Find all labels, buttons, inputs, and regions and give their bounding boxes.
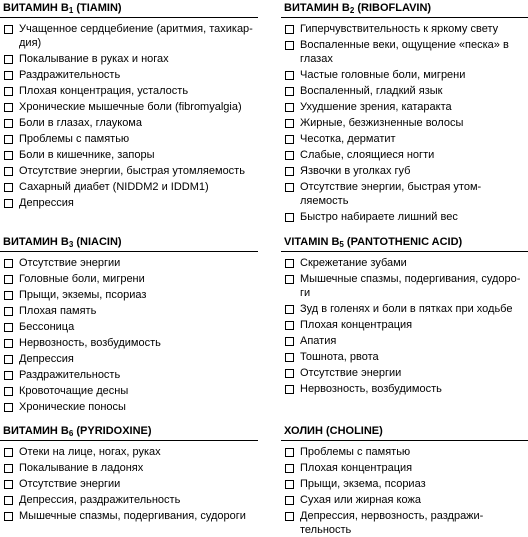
checkbox[interactable] bbox=[4, 71, 13, 80]
checklist-item bbox=[0, 162, 258, 178]
section-title bbox=[0, 425, 258, 441]
checklist-item-label: Нервозность, возбудимость bbox=[19, 336, 161, 349]
checkbox[interactable] bbox=[4, 403, 13, 412]
checklist-item-label: Сахарный диабет (NIDDM2 и IDDM1) bbox=[19, 181, 209, 193]
checkbox[interactable] bbox=[4, 512, 13, 521]
section-title-subscript: 5 bbox=[339, 240, 344, 249]
checklist-item bbox=[0, 254, 258, 270]
checklist-item-label: Сухая или жирная кожа bbox=[300, 493, 421, 506]
checklist-item-label: Скрежетание зубами bbox=[300, 256, 407, 269]
section-title-subscript: 6 bbox=[68, 429, 74, 438]
checklist-item-label: Слабые, слоящиеся ногти bbox=[300, 149, 435, 161]
checklist-item bbox=[0, 270, 258, 286]
checklist-item bbox=[0, 98, 258, 114]
checklist-item bbox=[0, 366, 258, 382]
checkbox[interactable] bbox=[285, 321, 294, 330]
checkbox[interactable] bbox=[4, 87, 13, 96]
checkbox[interactable] bbox=[4, 55, 13, 64]
checklist bbox=[0, 441, 258, 523]
checklist-item-label: Чесотка, дерматит bbox=[300, 133, 396, 145]
checklist-item bbox=[0, 398, 258, 414]
section-title-text: ВИТАМИН B bbox=[3, 236, 69, 248]
section-title-subscript: 2 bbox=[349, 6, 355, 15]
checklist-item bbox=[0, 146, 258, 162]
checkbox[interactable] bbox=[4, 448, 13, 457]
checklist-item bbox=[281, 459, 528, 475]
checklist-item-label: Мышечные спазмы, подергивания, судоро- ги bbox=[300, 272, 521, 299]
checklist-item bbox=[281, 507, 528, 537]
checklist-item-label: Плохая концентрация bbox=[300, 461, 413, 474]
section-title bbox=[281, 2, 528, 18]
checklist-item bbox=[281, 162, 528, 178]
checkbox[interactable] bbox=[4, 307, 13, 316]
checkbox[interactable] bbox=[285, 213, 294, 222]
checkbox[interactable] bbox=[285, 87, 294, 96]
checklist-item-label: Учащенное сердцебиение (аритмия, тахикар- дия) bbox=[19, 22, 253, 49]
checklist-item-label: Депрессия, раздражительность bbox=[19, 493, 181, 506]
checklist-item bbox=[281, 475, 528, 491]
checkbox[interactable] bbox=[4, 355, 13, 364]
checkbox[interactable] bbox=[285, 353, 294, 362]
checklist-item-label: Покалывание в ладонях bbox=[19, 461, 144, 474]
checklist-item-label: Проблемы с памятью bbox=[19, 133, 130, 145]
checklist-item-label: Воспаленный, гладкий язык bbox=[300, 85, 443, 97]
checklist-item bbox=[281, 66, 528, 82]
checklist-item bbox=[281, 178, 528, 208]
checklist-item-label: Отсутствие энергии bbox=[19, 477, 121, 490]
checkbox[interactable] bbox=[285, 496, 294, 505]
checkbox[interactable] bbox=[285, 151, 294, 160]
section-title-suffix: (NIACIN) bbox=[73, 236, 122, 248]
checklist-item-label: Быстро набираете лишний вес bbox=[300, 211, 458, 224]
checklist-item bbox=[281, 98, 528, 114]
section-vitamin-b6 bbox=[0, 425, 258, 523]
checklist-item bbox=[281, 348, 528, 364]
checklist bbox=[0, 18, 258, 210]
checklist-item bbox=[281, 208, 528, 224]
checklist-item-label: Раздражительность bbox=[19, 69, 121, 81]
section-title-subscript: 1 bbox=[68, 6, 74, 15]
section-title bbox=[281, 425, 528, 441]
checklist-item-label: Отеки на лице, ногах, руках bbox=[19, 445, 161, 458]
checklist-item-label: Отсутствие энергии bbox=[300, 367, 402, 379]
checkbox[interactable] bbox=[4, 323, 13, 332]
checklist-item bbox=[281, 364, 528, 380]
section-vitamin-b2 bbox=[281, 2, 528, 224]
checklist-item-label: Тошнота, рвота bbox=[300, 351, 379, 363]
section-vitamin-b3 bbox=[0, 236, 258, 414]
checklist-item bbox=[281, 36, 528, 66]
checklist-item-label: Депрессия bbox=[19, 197, 74, 209]
checklist-item bbox=[0, 286, 258, 302]
checklist-item-label: Прыщи, экзема, псориаз bbox=[300, 477, 426, 490]
section-title-text: VITAMIN B bbox=[284, 236, 340, 248]
checklist-item-label: Боли в кишечнике, запоры bbox=[19, 149, 155, 161]
checklist-item-label: Ухудшение зрения, катаракта bbox=[300, 101, 452, 113]
section-title-text: ВИТАМИН B bbox=[284, 2, 350, 14]
checklist bbox=[281, 441, 528, 537]
checklist-item bbox=[0, 194, 258, 210]
checkbox[interactable] bbox=[285, 275, 294, 284]
checkbox[interactable] bbox=[4, 291, 13, 300]
checkbox[interactable] bbox=[285, 25, 294, 34]
checklist-item bbox=[281, 82, 528, 98]
checkbox[interactable] bbox=[285, 512, 294, 521]
checklist-item-label: Воспаленные веки, ощущение «песка» в глазах bbox=[300, 38, 509, 65]
checkbox[interactable] bbox=[285, 41, 294, 50]
checkbox[interactable] bbox=[4, 496, 13, 505]
section-vitamin-b5 bbox=[281, 236, 528, 396]
section-title-text: ВИТАМИН B bbox=[3, 2, 69, 14]
checklist-item-label: Зуд в голенях и боли в пятках при ходьбе bbox=[300, 303, 513, 315]
checklist-item bbox=[281, 491, 528, 507]
checkbox[interactable] bbox=[285, 305, 294, 314]
checkbox[interactable] bbox=[285, 167, 294, 176]
checklist-item-label: Язвочки в уголках губ bbox=[300, 165, 411, 177]
checklist-item-label: Хронические мышечные боли (fibromyalgia) bbox=[19, 101, 242, 113]
section-title-text: ХОЛИН (CHOLINE) bbox=[284, 425, 383, 437]
checklist-item-label: Плохая концентрация bbox=[300, 319, 413, 331]
checklist-item-label: Мышечные спазмы, подергивания, судороги bbox=[19, 509, 246, 522]
checklist-item-label: Бессоница bbox=[19, 320, 75, 333]
section-title-subscript: 3 bbox=[68, 240, 74, 249]
checklist-item bbox=[281, 380, 528, 396]
checkbox[interactable] bbox=[4, 167, 13, 176]
checklist-item bbox=[0, 350, 258, 366]
checkbox[interactable] bbox=[4, 259, 13, 268]
checklist-item-label: Депрессия, нервозность, раздражи- тельность bbox=[300, 509, 484, 536]
checklist-item bbox=[0, 491, 258, 507]
checkbox[interactable] bbox=[4, 464, 13, 473]
checklist-item-label: Гиперчувствительность к яркому свету bbox=[300, 22, 499, 35]
checklist-item-label: Хронические поносы bbox=[19, 400, 126, 413]
checklist-item bbox=[281, 270, 528, 300]
checklist-item bbox=[0, 443, 258, 459]
checklist-item-label: Кровоточащие десны bbox=[19, 384, 129, 397]
checklist-item bbox=[281, 316, 528, 332]
checklist-item-label: Нервозность, возбудимость bbox=[300, 383, 442, 395]
checklist bbox=[281, 18, 528, 224]
section-title-suffix: (PYRIDOXINE) bbox=[73, 425, 152, 437]
checklist-item-label: Апатия bbox=[300, 335, 337, 347]
checkbox[interactable] bbox=[285, 71, 294, 80]
checkbox[interactable] bbox=[4, 387, 13, 396]
checklist-item bbox=[281, 300, 528, 316]
checkbox[interactable] bbox=[285, 135, 294, 144]
checklist-item bbox=[0, 130, 258, 146]
checkbox[interactable] bbox=[285, 183, 294, 192]
checklist-item bbox=[0, 66, 258, 82]
checklist bbox=[0, 252, 258, 414]
checklist-item bbox=[281, 254, 528, 270]
checklist-item-label: Головные боли, мигрени bbox=[19, 272, 145, 285]
checklist-item-label: Отсутствие энергии, быстрая утомляемость bbox=[19, 165, 245, 177]
checklist-item bbox=[0, 475, 258, 491]
checklist-item-label: Раздражительность bbox=[19, 368, 121, 381]
section-title-suffix: (RIBOFLAVIN) bbox=[354, 2, 432, 14]
checklist-item-label: Отсутствие энергии, быстрая утом- ляемость bbox=[300, 181, 482, 208]
checkbox[interactable] bbox=[4, 199, 13, 208]
checkbox[interactable] bbox=[285, 480, 294, 489]
checklist-item-label: Частые головные боли, мигрени bbox=[300, 69, 466, 81]
checkbox[interactable] bbox=[285, 464, 294, 473]
checklist-item bbox=[0, 178, 258, 194]
section-title-text: ВИТАМИН B bbox=[3, 425, 69, 437]
checklist-item bbox=[0, 334, 258, 350]
checklist-item-label: Депрессия bbox=[19, 352, 74, 365]
checklist-item bbox=[0, 382, 258, 398]
checklist-item bbox=[0, 318, 258, 334]
checklist bbox=[281, 252, 528, 396]
checklist-item bbox=[0, 302, 258, 318]
section-title bbox=[0, 2, 258, 18]
checklist-item-label: Прыщи, экземы, псориаз bbox=[19, 288, 147, 301]
checklist-item bbox=[0, 114, 258, 130]
checkbox[interactable] bbox=[4, 480, 13, 489]
section-choline bbox=[281, 425, 528, 537]
checkbox[interactable] bbox=[285, 369, 294, 378]
checklist-item-label: Отсутствие энергии bbox=[19, 256, 121, 269]
checkbox[interactable] bbox=[4, 151, 13, 160]
checkbox[interactable] bbox=[285, 119, 294, 128]
checkbox[interactable] bbox=[4, 371, 13, 380]
section-vitamin-b1 bbox=[0, 2, 258, 210]
checklist-item bbox=[281, 332, 528, 348]
checklist-item bbox=[281, 20, 528, 36]
checklist-item bbox=[281, 443, 528, 459]
checkbox[interactable] bbox=[4, 119, 13, 128]
section-title bbox=[0, 236, 258, 252]
checklist-item-label: Проблемы с памятью bbox=[300, 445, 411, 458]
checklist-item-label: Жирные, безжизненные волосы bbox=[300, 117, 464, 129]
checklist-item bbox=[0, 507, 258, 523]
checkbox[interactable] bbox=[285, 103, 294, 112]
checklist-item bbox=[281, 130, 528, 146]
checklist-item-label: Плохая концентрация, усталость bbox=[19, 85, 189, 97]
checkbox[interactable] bbox=[4, 183, 13, 192]
checkbox[interactable] bbox=[285, 259, 294, 268]
section-title-suffix: (PANTOTHENIC ACID) bbox=[343, 236, 463, 248]
checklist-item bbox=[281, 146, 528, 162]
checkbox[interactable] bbox=[4, 103, 13, 112]
section-title-suffix: (TIAMIN) bbox=[73, 2, 122, 14]
checklist-item bbox=[0, 20, 258, 50]
checkbox[interactable] bbox=[4, 275, 13, 284]
checkbox[interactable] bbox=[4, 135, 13, 144]
checklist-item-label: Боли в глазах, глаукома bbox=[19, 117, 142, 129]
checklist-item bbox=[281, 114, 528, 130]
checkbox[interactable] bbox=[4, 339, 13, 348]
checkbox[interactable] bbox=[4, 25, 13, 34]
checkbox[interactable] bbox=[285, 448, 294, 457]
section-title bbox=[281, 236, 528, 252]
checklist-item-label: Покалывание в руках и ногах bbox=[19, 53, 169, 65]
checklist-item bbox=[0, 82, 258, 98]
checkbox[interactable] bbox=[285, 337, 294, 346]
checklist-item bbox=[0, 50, 258, 66]
checklist-item-label: Плохая память bbox=[19, 304, 97, 317]
checkbox[interactable] bbox=[285, 385, 294, 394]
checklist-item bbox=[0, 459, 258, 475]
